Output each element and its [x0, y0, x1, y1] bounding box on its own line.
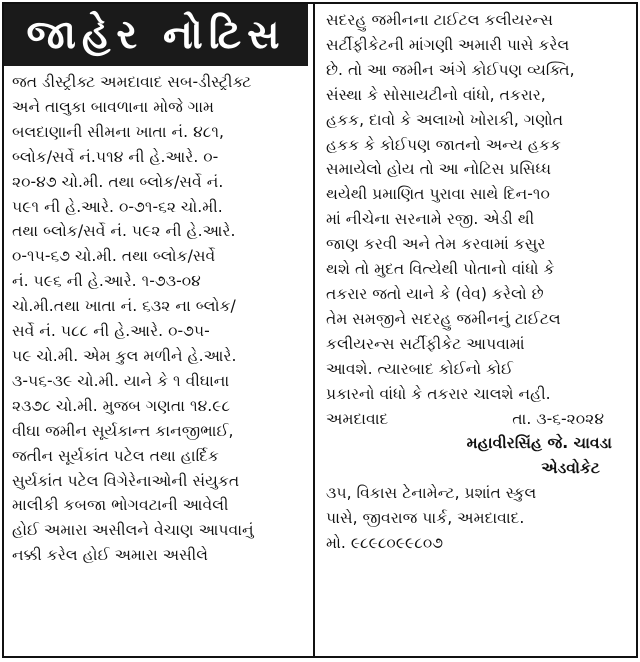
notice-line: થશે તો મુદત વિત્યેથી પોતાનો વાંધો કે — [326, 260, 555, 279]
notice-line: ૫૯૧ ની હે.આરે. ૦-૭૧-૬૨ ચો.મી. — [12, 197, 223, 216]
address-line: પાસે, જીવરાજ પાર્ક, અમદાવાદ. — [326, 509, 525, 528]
notice-line: ૨૩૭૮ ચો.મી. મુજબ ગણતા ૧૪.૯૮ — [12, 396, 231, 415]
notice-line: વીઘા જમીન સૂર્યકાન્ત કાનજીભાઈ, — [12, 421, 234, 440]
notice-line: સુર્યકાંત પટેલ વિગેરેનાઓની સંયુકત — [12, 471, 240, 490]
notice-line: જતીન સૂર્યકાંત પટેલ તથા હાર્દિક — [12, 446, 219, 465]
notice-line: બલદાણાની સીમના ખાતા નં. ૪૮૧, — [12, 122, 224, 141]
notice-line: માલીકી કબજા ભોગવટાની આવેલી — [12, 496, 229, 515]
notice-line: હકક, દાવો કે અલાખો ખોરાકી, ગણોત — [326, 110, 564, 129]
notice-body-left — [12, 70, 304, 568]
notice-line: ૦-૧૫-૬૭ ચો.મી. તથા બ્લોક/સર્વે — [12, 247, 216, 266]
notice-line: જત ડીસ્ટ્રીક્ટ અમદાવાદ સબ-ડીસ્ટ્રીક્ટ — [12, 73, 252, 91]
notice-line: સંસ્થા કે સોસાયટીનો વાંધો, તકરાર, — [326, 85, 546, 104]
notice-line: પ્રકારનો વાંધો કે તકરાર ચાલશે નહી. — [326, 384, 551, 403]
notice-line: હોઈ અમારા અસીલને વેચાણ આપવાનું — [12, 521, 254, 540]
signatory-name: મહાવીરસિંહ જે. ચાવડા — [466, 434, 612, 453]
notice-line: છે. તો આ જમીન અંગે કોઈપણ વ્યક્તિ, — [326, 60, 575, 79]
public-notice — [2, 2, 638, 658]
notice-line: તકરાર જતો યાને કે (વેવ) કરેલો છે — [326, 284, 544, 303]
place-date-row — [326, 407, 630, 432]
signatory-designation: એડવોકેટ — [541, 459, 600, 478]
notice-line: તથા બ્લોક/સર્વે નં. ૫૯૨ ની હે.આરે. — [12, 222, 236, 241]
notice-line: ચો.મી.તથા ખાતા નં. ૬૩૨ ના બ્લોક/ — [12, 297, 236, 316]
notice-line: બ્લોક/સર્વે નં.૫૧૪ ની હે.આરે. ૦- — [12, 147, 219, 166]
notice-line: આવશે. ત્યારબાદ કોઈનો કોઈ — [326, 359, 514, 378]
notice-line: કલીયરન્સ સર્ટીફીકેટ આપવામાં — [326, 334, 525, 353]
notice-line: ૩-૫૬-૩૯ ચો.મી. યાને કે ૧ વીઘાના — [12, 371, 230, 390]
notice-place: અમદાવાદ — [326, 409, 389, 428]
address-line: ૩૫, વિકાસ ટેનામેન્ટ, પ્રશાંત સ્કુલ — [326, 484, 537, 503]
notice-line: નક્કી કરેલ હોઈ અમારા અસીલે — [12, 546, 209, 565]
notice-line: થયેથી પ્રમાણિત પુરાવા સાથે દિન-૧૦ — [326, 185, 550, 204]
notice-date: તા. ૩-૬-૨૦૨૪ — [512, 409, 604, 428]
notice-line: અને તાલુકા બાવળાના મોજે ગામ — [12, 97, 215, 116]
notice-line: સર્વે નં. ૫૮૮ ની હે.આરે. ૦-૭૫- — [12, 322, 210, 341]
notice-line: સદરહુ જમીનના ટાઈટલ કલીયરન્સ — [326, 11, 553, 29]
notice-line: માં નીચેના સરનામે રજી. એડી થી — [326, 210, 535, 229]
notice-line: તેમ સમજીને સદરહુ જમીનનું ટાઈટલ — [326, 309, 561, 328]
column-divider — [313, 4, 315, 656]
notice-line: ૫૯ ચો.મી. એમ કુલ મળીને હે.આરે. — [12, 346, 237, 365]
notice-line: સર્ટીફીકેટની માંગણી અમારી પાસે કરેલ — [326, 35, 570, 54]
notice-line: સમાયેલો હોય તો આ નોટિસ પ્રસિધ્ધ — [326, 160, 552, 179]
notice-title: જાહેર નોટિસ — [4, 4, 308, 66]
phone-number: મો. ૯૮૯૮૦૯૯૮૦૭ — [326, 534, 444, 553]
notice-line: ૨૦-૪૭ ચો.મી. તથા બ્લોક/સર્વે નં. — [12, 172, 224, 191]
notice-line: નં. ૫૯૬ ની હે.આરે. ૧-૭૩-૦૪ — [12, 272, 201, 291]
notice-body-right — [326, 8, 630, 556]
notice-line: હકક કે કોઈપણ જાતનો અન્ય હકક — [326, 135, 561, 154]
notice-line: જાણ કરવી અને તેમ કરવામાં કસુર — [326, 235, 546, 254]
